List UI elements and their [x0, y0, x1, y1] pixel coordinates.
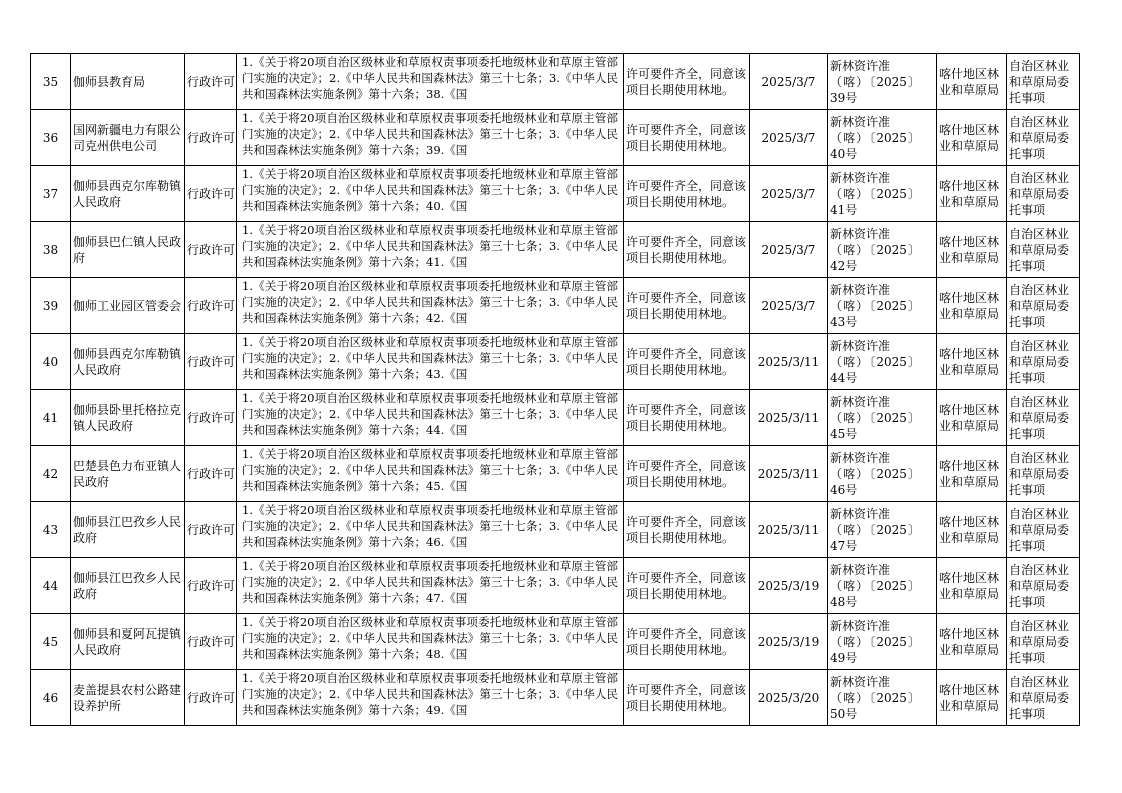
remark: 自治区林业和草原局委托事项: [1007, 166, 1080, 222]
legal-basis: 1.《关于将20项自治区级林业和草原权责事项委托地级林业和草原主管部门实施的决定》；2.《中华人民共和国森林法》第三十七条；3.《中华人民共和国森林法实施条例》第十六条；45.《国: [242, 447, 618, 493]
row-number: 40: [31, 334, 71, 390]
issuing-authority: 喀什地区林业和草原局: [937, 110, 1007, 166]
document-number: [828, 54, 937, 110]
action-type: 行政许可: [185, 670, 237, 726]
issuing-authority: 喀什地区林业和草原局: [937, 502, 1007, 558]
action-type: 行政许可: [185, 278, 237, 334]
document-number-line2: （喀）〔2025〕: [830, 298, 920, 313]
decision-date: 2025/3/20: [750, 670, 828, 726]
legal-basis-cell: [237, 222, 624, 278]
document-number-line2: （喀）〔2025〕: [830, 466, 920, 481]
row-number: 39: [31, 278, 71, 334]
document-number: [828, 614, 937, 670]
legal-basis: 1.《关于将20项自治区级林业和草原权责事项委托地级林业和草原主管部门实施的决定》；2.《中华人民共和国森林法》第三十七条；3.《中华人民共和国森林法实施条例》第十六条；38.《国: [242, 55, 618, 101]
document-number-line1: 新林资许准: [830, 338, 891, 353]
row-number: 45: [31, 614, 71, 670]
document-number: [828, 334, 937, 390]
remark: 自治区林业和草原局委托事项: [1007, 502, 1080, 558]
applicant-name: 伽师县江巴孜乡人民政府: [71, 502, 185, 558]
row-number: 43: [31, 502, 71, 558]
document-number-line2: （喀）〔2025〕: [830, 522, 920, 537]
row-number: 42: [31, 446, 71, 502]
table-row: [31, 670, 1080, 726]
document-number-line2: （喀）〔2025〕: [830, 242, 920, 257]
legal-basis-cell: [237, 278, 624, 334]
row-number: 35: [31, 54, 71, 110]
document-number: [828, 502, 937, 558]
table-row: [31, 166, 1080, 222]
decision-date: 2025/3/7: [750, 110, 828, 166]
decision-result: 许可要件齐全，同意该项目长期使用林地。: [624, 614, 750, 670]
table-row: [31, 390, 1080, 446]
decision-result: 许可要件齐全，同意该项目长期使用林地。: [624, 390, 750, 446]
applicant-name: 伽师县江巴孜乡人民政府: [71, 558, 185, 614]
decision-date: 2025/3/11: [750, 334, 828, 390]
issuing-authority: 喀什地区林业和草原局: [937, 614, 1007, 670]
document-number-line1: 新林资许准: [830, 170, 891, 185]
document-number-line2: （喀）〔2025〕: [830, 410, 920, 425]
decision-date: 2025/3/11: [750, 446, 828, 502]
table-row: [31, 278, 1080, 334]
legal-basis: 1.《关于将20项自治区级林业和草原权责事项委托地级林业和草原主管部门实施的决定》；2.《中华人民共和国森林法》第三十七条；3.《中华人民共和国森林法实施条例》第十六条；39.《国: [242, 111, 618, 157]
document-number: [828, 166, 937, 222]
action-type: 行政许可: [185, 390, 237, 446]
row-number: 36: [31, 110, 71, 166]
issuing-authority: 喀什地区林业和草原局: [937, 222, 1007, 278]
table-row: [31, 334, 1080, 390]
action-type: 行政许可: [185, 446, 237, 502]
applicant-name: 伽师县巴仁镇人民政府: [71, 222, 185, 278]
legal-basis: 1.《关于将20项自治区级林业和草原权责事项委托地级林业和草原主管部门实施的决定》；2.《中华人民共和国森林法》第三十七条；3.《中华人民共和国森林法实施条例》第十六条；44.《国: [242, 391, 618, 437]
legal-basis-cell: [237, 558, 624, 614]
decision-result: 许可要件齐全，同意该项目长期使用林地。: [624, 670, 750, 726]
decision-date: 2025/3/11: [750, 390, 828, 446]
table-row: [31, 446, 1080, 502]
decision-date: 2025/3/7: [750, 54, 828, 110]
document-number-line1: 新林资许准: [830, 562, 891, 577]
legal-basis-cell: [237, 334, 624, 390]
document-number-line1: 新林资许准: [830, 618, 891, 633]
legal-basis-cell: [237, 446, 624, 502]
row-number: 44: [31, 558, 71, 614]
legal-basis-cell: [237, 166, 624, 222]
decision-result: 许可要件齐全，同意该项目长期使用林地。: [624, 502, 750, 558]
document-number-line3: 43号: [830, 314, 858, 329]
applicant-name: 麦盖提县农村公路建设养护所: [71, 670, 185, 726]
legal-basis-cell: [237, 390, 624, 446]
row-number: 37: [31, 166, 71, 222]
document-number-line1: 新林资许准: [830, 394, 891, 409]
table-row: [31, 502, 1080, 558]
decision-date: 2025/3/11: [750, 502, 828, 558]
document-number: [828, 558, 937, 614]
document-number-line3: 47号: [830, 538, 858, 553]
applicant-name: 伽师县和夏阿瓦提镇人民政府: [71, 614, 185, 670]
remark: 自治区林业和草原局委托事项: [1007, 390, 1080, 446]
applicant-name: 巴楚县色力布亚镇人民政府: [71, 446, 185, 502]
document-number-line3: 48号: [830, 594, 858, 609]
remark: 自治区林业和草原局委托事项: [1007, 222, 1080, 278]
document-number-line1: 新林资许准: [830, 114, 891, 129]
decision-date: 2025/3/19: [750, 614, 828, 670]
document-number: [828, 446, 937, 502]
remark: 自治区林业和草原局委托事项: [1007, 54, 1080, 110]
action-type: 行政许可: [185, 222, 237, 278]
document-number-line2: （喀）〔2025〕: [830, 634, 920, 649]
decision-result: 许可要件齐全，同意该项目长期使用林地。: [624, 54, 750, 110]
action-type: 行政许可: [185, 614, 237, 670]
document-number-line3: 39号: [830, 90, 858, 105]
document-number-line2: （喀）〔2025〕: [830, 354, 920, 369]
row-number: 46: [31, 670, 71, 726]
decision-result: 许可要件齐全，同意该项目长期使用林地。: [624, 558, 750, 614]
decision-date: 2025/3/7: [750, 278, 828, 334]
document-number-line1: 新林资许准: [830, 226, 891, 241]
action-type: 行政许可: [185, 110, 237, 166]
legal-basis: 1.《关于将20项自治区级林业和草原权责事项委托地级林业和草原主管部门实施的决定》；2.《中华人民共和国森林法》第三十七条；3.《中华人民共和国森林法实施条例》第十六条；41.《国: [242, 223, 618, 269]
remark: 自治区林业和草原局委托事项: [1007, 334, 1080, 390]
remark: 自治区林业和草原局委托事项: [1007, 278, 1080, 334]
table-row: [31, 110, 1080, 166]
document-number-line2: （喀）〔2025〕: [830, 74, 920, 89]
table-row: [31, 558, 1080, 614]
issuing-authority: 喀什地区林业和草原局: [937, 390, 1007, 446]
decision-result: 许可要件齐全，同意该项目长期使用林地。: [624, 334, 750, 390]
legal-basis-cell: [237, 110, 624, 166]
legal-basis-cell: [237, 54, 624, 110]
issuing-authority: 喀什地区林业和草原局: [937, 166, 1007, 222]
document-number-line3: 50号: [830, 706, 858, 721]
document-number-line1: 新林资许准: [830, 506, 891, 521]
decision-date: 2025/3/19: [750, 558, 828, 614]
table-body: [31, 54, 1080, 726]
action-type: 行政许可: [185, 166, 237, 222]
legal-basis: 1.《关于将20项自治区级林业和草原权责事项委托地级林业和草原主管部门实施的决定》；2.《中华人民共和国森林法》第三十七条；3.《中华人民共和国森林法实施条例》第十六条；43.《国: [242, 335, 618, 381]
document-number-line3: 42号: [830, 258, 858, 273]
issuing-authority: 喀什地区林业和草原局: [937, 54, 1007, 110]
table-row: [31, 614, 1080, 670]
document-number: [828, 390, 937, 446]
document-number-line2: （喀）〔2025〕: [830, 186, 920, 201]
legal-basis: 1.《关于将20项自治区级林业和草原权责事项委托地级林业和草原主管部门实施的决定》；2.《中华人民共和国森林法》第三十七条；3.《中华人民共和国森林法实施条例》第十六条；40.《国: [242, 167, 618, 213]
legal-basis: 1.《关于将20项自治区级林业和草原权责事项委托地级林业和草原主管部门实施的决定》；2.《中华人民共和国森林法》第三十七条；3.《中华人民共和国森林法实施条例》第十六条；47.《国: [242, 559, 618, 605]
document-number-line3: 46号: [830, 482, 858, 497]
remark: 自治区林业和草原局委托事项: [1007, 558, 1080, 614]
issuing-authority: 喀什地区林业和草原局: [937, 558, 1007, 614]
row-number: 38: [31, 222, 71, 278]
decision-result: 许可要件齐全，同意该项目长期使用林地。: [624, 446, 750, 502]
table-row: [31, 54, 1080, 110]
document-number-line3: 40号: [830, 146, 858, 161]
action-type: 行政许可: [185, 502, 237, 558]
applicant-name: 伽师县卧里托格拉克镇人民政府: [71, 390, 185, 446]
document-number-line3: 44号: [830, 370, 858, 385]
document-number-line1: 新林资许准: [830, 282, 891, 297]
remark: 自治区林业和草原局委托事项: [1007, 614, 1080, 670]
legal-basis: 1.《关于将20项自治区级林业和草原权责事项委托地级林业和草原主管部门实施的决定》；2.《中华人民共和国森林法》第三十七条；3.《中华人民共和国森林法实施条例》第十六条；42.《国: [242, 279, 618, 325]
legal-basis-cell: [237, 670, 624, 726]
remark: 自治区林业和草原局委托事项: [1007, 670, 1080, 726]
action-type: 行政许可: [185, 558, 237, 614]
legal-basis: 1.《关于将20项自治区级林业和草原权责事项委托地级林业和草原主管部门实施的决定》；2.《中华人民共和国森林法》第三十七条；3.《中华人民共和国森林法实施条例》第十六条；46.《国: [242, 503, 618, 549]
document-number-line1: 新林资许准: [830, 450, 891, 465]
decision-date: 2025/3/7: [750, 222, 828, 278]
issuing-authority: 喀什地区林业和草原局: [937, 670, 1007, 726]
table-row: [31, 222, 1080, 278]
decision-result: 许可要件齐全，同意该项目长期使用林地。: [624, 110, 750, 166]
applicant-name: 伽师县西克尔库勒镇人民政府: [71, 166, 185, 222]
decision-result: 许可要件齐全，同意该项目长期使用林地。: [624, 278, 750, 334]
document-number: [828, 222, 937, 278]
document-number-line3: 45号: [830, 426, 858, 441]
legal-basis: 1.《关于将20项自治区级林业和草原权责事项委托地级林业和草原主管部门实施的决定》；2.《中华人民共和国森林法》第三十七条；3.《中华人民共和国森林法实施条例》第十六条；48.《国: [242, 615, 618, 661]
applicant-name: 国网新疆电力有限公司克州供电公司: [71, 110, 185, 166]
legal-basis-cell: [237, 502, 624, 558]
issuing-authority: 喀什地区林业和草原局: [937, 278, 1007, 334]
decision-date: 2025/3/7: [750, 166, 828, 222]
issuing-authority: 喀什地区林业和草原局: [937, 446, 1007, 502]
document-number-line1: 新林资许准: [830, 58, 891, 73]
row-number: 41: [31, 390, 71, 446]
applicant-name: 伽师县教育局: [71, 54, 185, 110]
decision-result: 许可要件齐全，同意该项目长期使用林地。: [624, 222, 750, 278]
document-number-line2: （喀）〔2025〕: [830, 690, 920, 705]
document-number: [828, 278, 937, 334]
decision-result: 许可要件齐全，同意该项目长期使用林地。: [624, 166, 750, 222]
document-number-line1: 新林资许准: [830, 674, 891, 689]
document-number-line3: 49号: [830, 650, 858, 665]
legal-basis: 1.《关于将20项自治区级林业和草原权责事项委托地级林业和草原主管部门实施的决定》；2.《中华人民共和国森林法》第三十七条；3.《中华人民共和国森林法实施条例》第十六条；49.《国: [242, 671, 618, 717]
applicant-name: 伽师县西克尔库勒镇人民政府: [71, 334, 185, 390]
document-number-line2: （喀）〔2025〕: [830, 130, 920, 145]
document-number-line2: （喀）〔2025〕: [830, 578, 920, 593]
action-type: 行政许可: [185, 334, 237, 390]
applicant-name: 伽师工业园区管委会: [71, 278, 185, 334]
action-type: 行政许可: [185, 54, 237, 110]
legal-basis-cell: [237, 614, 624, 670]
permit-table: [30, 53, 1080, 726]
remark: 自治区林业和草原局委托事项: [1007, 110, 1080, 166]
issuing-authority: 喀什地区林业和草原局: [937, 334, 1007, 390]
document-number: [828, 670, 937, 726]
remark: 自治区林业和草原局委托事项: [1007, 446, 1080, 502]
document-number-line3: 41号: [830, 202, 858, 217]
document-number: [828, 110, 937, 166]
